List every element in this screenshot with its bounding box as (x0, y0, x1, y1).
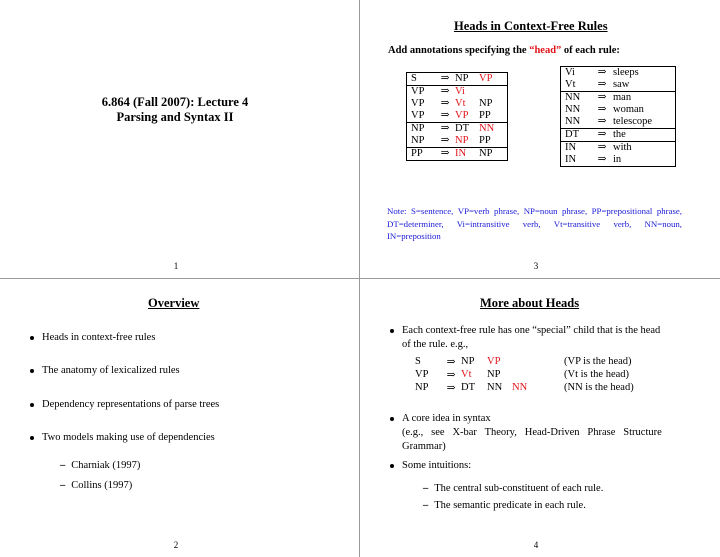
rule-lhs: VP (411, 110, 425, 121)
lexicon-row (561, 154, 675, 166)
arrow-symbol: ⇒ (440, 148, 450, 159)
arrow-symbol: ⇒ (597, 92, 607, 103)
example-child: NN (512, 382, 528, 393)
lexicon-tag: IN (565, 154, 577, 165)
arrow-symbol: ⇒ (440, 86, 450, 97)
head-example-row (415, 356, 632, 368)
sub-item: – The semantic predicate in each rule. (423, 500, 586, 511)
lexicon-word: in (613, 154, 622, 165)
lexicon-row (561, 104, 675, 116)
lexicon-row (561, 91, 675, 104)
bullet-marker (30, 336, 34, 340)
example-lhs: VP (415, 369, 429, 380)
lexicon-tag: DT (565, 129, 579, 140)
lexicon-row (561, 79, 675, 91)
page-number: 2 (173, 540, 179, 550)
lexicon-word: saw (613, 79, 630, 90)
rule-child: IN (455, 148, 467, 159)
bullet-marker (390, 329, 394, 333)
slide-3 (360, 0, 719, 278)
example-child: NP (461, 356, 475, 367)
lexicon-tag: NN (565, 104, 581, 115)
rule-row (407, 147, 507, 160)
rule-row (407, 85, 507, 98)
example-lhs: S (415, 356, 421, 367)
lecture-title: 6.864 (Fall 2007): Lecture 4 Parsing and Syntax II (101, 95, 249, 124)
lexicon-table (560, 66, 676, 167)
example-child: NP (487, 369, 501, 380)
arrow-symbol: ⇒ (597, 129, 607, 140)
rule-lhs: PP (411, 148, 423, 159)
lexicon-word: telescope (613, 116, 653, 127)
rule-table (406, 72, 508, 161)
lexicon-row (561, 116, 675, 128)
bullet-1: Each context-free rule has one “special” child that is the head of the rule. e.g., (390, 324, 660, 352)
head-example-row (415, 382, 634, 394)
page-number: 1 (173, 261, 179, 271)
lexicon-word: with (613, 142, 632, 153)
slide-2 (0, 279, 359, 557)
page-number: 4 (533, 540, 539, 550)
example-child: Vt (461, 369, 472, 380)
rule-lhs: S (411, 73, 417, 84)
arrow-symbol: ⇒ (446, 370, 456, 381)
list-item-label: The anatomy of lexicalized rules (42, 365, 180, 376)
rule-child: NP (479, 98, 493, 109)
example-child (512, 356, 564, 368)
rule-child: NP (455, 73, 469, 84)
example-note: (VP is the head) (564, 356, 632, 367)
arrow-symbol: ⇒ (440, 135, 450, 146)
bullet-marker (390, 464, 394, 468)
arrow-symbol: ⇒ (597, 154, 607, 165)
rule-child: Vi (455, 86, 465, 97)
rule-child: NP (479, 148, 493, 159)
example-note: (Vt is the head) (564, 369, 630, 380)
example-child: VP (487, 356, 501, 367)
rule-row (407, 73, 507, 85)
rule-child: PP (479, 135, 491, 146)
arrow-symbol: ⇒ (440, 73, 450, 84)
sub-item (60, 460, 140, 471)
rule-row (407, 98, 507, 110)
rule-child: PP (479, 110, 491, 121)
rule-row (407, 135, 507, 147)
list-item-label: Heads in context-free rules (42, 332, 156, 343)
list-item (30, 432, 215, 443)
rule-child: NP (455, 135, 469, 146)
arrow-symbol: ⇒ (446, 383, 456, 394)
rule-child: NN (479, 123, 495, 134)
bullet-marker (30, 436, 34, 440)
dash-marker: – (60, 460, 66, 471)
head-example-row (415, 369, 629, 381)
lexicon-word: man (613, 92, 632, 103)
lexicon-row (561, 67, 675, 79)
lexicon-tag: IN (565, 142, 577, 153)
bullet-marker (30, 403, 34, 407)
sub-item (60, 480, 132, 491)
arrow-symbol: ⇒ (440, 98, 450, 109)
list-item-label: Dependency representations of parse trees (42, 399, 220, 410)
arrow-symbol: ⇒ (440, 110, 450, 121)
arrow-symbol: ⇒ (597, 116, 607, 127)
example-lhs: NP (415, 382, 429, 393)
arrow-symbol: ⇒ (446, 357, 456, 368)
example-child: NN (487, 382, 503, 393)
slide-title: Overview (148, 296, 200, 310)
list-item (30, 365, 180, 376)
bullet-3: Some intuitions: (390, 459, 471, 473)
rule-lhs: NP (411, 123, 425, 134)
lexicon-tag: Vi (565, 67, 575, 78)
rule-child: VP (479, 73, 493, 84)
lexicon-word: sleeps (613, 67, 639, 78)
sub-item-label: Collins (1997) (71, 480, 133, 491)
arrow-symbol: ⇒ (597, 104, 607, 115)
example-child (512, 369, 564, 381)
sub-item-label: Charniak (1997) (71, 460, 141, 471)
list-item-label: Two models making use of dependencies (42, 432, 215, 443)
slide-4 (360, 279, 719, 557)
lexicon-row (561, 141, 675, 154)
dash-marker: – (60, 480, 66, 491)
intro-text: Add annotations specifying the “head” of each rule: (388, 45, 620, 56)
rule-lhs: NP (411, 135, 425, 146)
abbreviation-note: Note: S=sentence, VP=verb phrase, NP=noun phrase, PP=prepositional phrase, DT=determiner, Vi=intransitive verb, Vt=transitive verb, NN=noun, IN=preposition (387, 206, 682, 241)
arrow-symbol: ⇒ (597, 79, 607, 90)
lexicon-tag: Vt (565, 79, 576, 90)
rule-row (407, 110, 507, 122)
lexicon-word: the (613, 129, 626, 140)
page-number: 3 (533, 261, 539, 271)
lexicon-word: woman (613, 104, 644, 115)
rule-child: VP (455, 110, 469, 121)
example-note: (NN is the head) (564, 382, 634, 393)
sub-item: – The central sub-constituent of each rule. (423, 483, 604, 494)
slide-1 (0, 0, 359, 278)
list-item (30, 332, 155, 343)
rule-lhs: VP (411, 98, 425, 109)
lexicon-tag: NN (565, 92, 581, 103)
rule-lhs: VP (411, 86, 425, 97)
lexicon-tag: NN (565, 116, 581, 127)
slide-title: Heads in Context-Free Rules (454, 19, 608, 33)
rule-child: DT (455, 123, 469, 134)
rule-child (479, 86, 503, 98)
slide-title: More about Heads (480, 296, 580, 310)
arrow-symbol: ⇒ (440, 123, 450, 134)
arrow-symbol: ⇒ (597, 142, 607, 153)
bullet-2: A core idea in syntax (e.g., see X-bar Theory, Head-Driven Phrase Structure Grammar) (390, 412, 685, 454)
rule-row (407, 122, 507, 135)
arrow-symbol: ⇒ (597, 67, 607, 78)
lexicon-row (561, 128, 675, 141)
list-item (30, 399, 219, 410)
rule-child: Vt (455, 98, 466, 109)
example-child: DT (461, 382, 475, 393)
bullet-marker (30, 369, 34, 373)
bullet-marker (390, 417, 394, 421)
